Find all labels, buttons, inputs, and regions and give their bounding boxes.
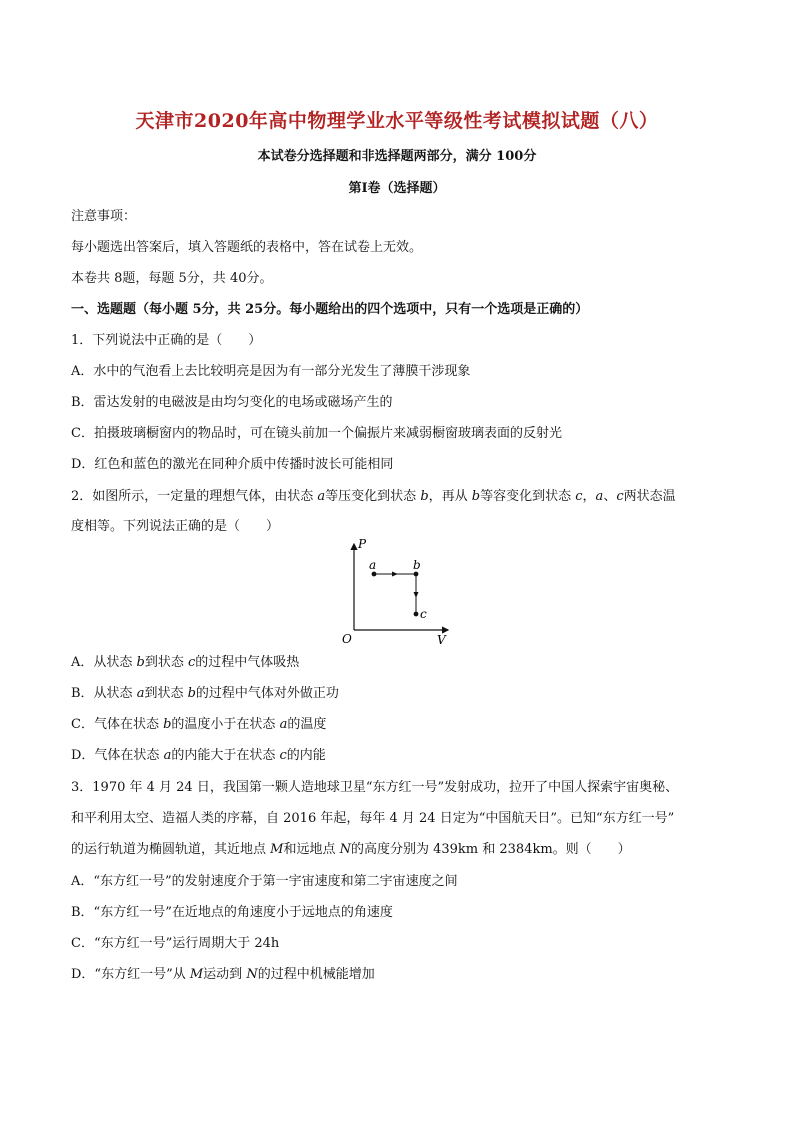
part-1-heading: 一、选题题（每小题 5分，共 25分。每小题给出的四个选项中，只有一个选项是正确的） [71, 302, 589, 317]
point-b [414, 572, 419, 577]
q2-a-text: A．从状态 [71, 655, 137, 670]
q2-stem-text: ，再从 [428, 489, 472, 504]
q1-option-d: D．红色和蓝色的激光在同种介质中传播时波长可能相同 [71, 457, 394, 472]
q2-d-text: 的内能 [286, 748, 326, 763]
q2-option-b [71, 684, 731, 704]
q2-var-c: c [575, 489, 583, 504]
q2-var-b: b [471, 489, 481, 504]
q2-option-a [71, 653, 731, 673]
q3-stem-line-1: 3．1970 年 4 月 24 日，我国第一颗人造地球卫星“东方红一号”发射成功，拉开了中国人探索宇宙奥秘、 [71, 780, 679, 795]
q2-option-c [71, 715, 731, 735]
q2-stem-text: ， [582, 489, 596, 504]
q2-a-text: 的过程中气体吸热 [195, 655, 300, 670]
q3-option-b: B．“东方红一号”在近地点的角速度小于远地点的角速度 [71, 905, 393, 920]
q2-b-var: b [187, 686, 196, 701]
q2-a-text: 到状态 [144, 655, 188, 670]
point-a [372, 572, 377, 577]
point-c-label: c [420, 607, 427, 621]
q3-d-text: 运动到 [203, 967, 247, 982]
axis-p-label: P [358, 538, 367, 551]
q2-stem-text: 等压变化到状态 [325, 489, 421, 504]
q2-var-b: b [420, 489, 429, 504]
q3-stem-line-3 [71, 840, 731, 860]
axis-v-label: V [437, 633, 446, 647]
q2-c-var: b [163, 717, 172, 732]
q3-stem-text: 的高度分别为 439km 和 2384km。则（ ） [350, 842, 631, 857]
q2-var-a: a [317, 489, 326, 504]
q2-b-text: 的过程中气体对外做正功 [195, 686, 339, 701]
q3-d-var-n: N [246, 967, 258, 982]
q2-d-var: a [163, 748, 172, 763]
q2-stem-line-2: 度相等。下列说法正确的是（ ） [71, 519, 280, 534]
q3-var-n: N [339, 842, 351, 857]
q2-stem-text: 、 [603, 489, 617, 504]
q2-a-var: b [136, 655, 145, 670]
q2-d-text: 的内能大于在状态 [171, 748, 280, 763]
origin-label: O [342, 632, 352, 646]
q3-d-text: 的过程中机械能增加 [257, 967, 375, 982]
q2-a-var: c [188, 655, 196, 670]
q1-stem: 1．下列说法中正确的是（ ） [71, 333, 262, 348]
q2-d-var: c [279, 748, 287, 763]
pv-diagram [330, 538, 460, 648]
q2-stem-line-1 [71, 487, 731, 507]
q2-stem-text: 等容变化到状态 [480, 489, 576, 504]
q2-option-d [71, 746, 731, 766]
exam-subtitle: 本试卷分选择题和非选择题两部分，满分 100分 [257, 149, 537, 164]
q1-option-a: A．水中的气泡看上去比较明亮是因为有一部分光发生了薄膜干涉现象 [71, 364, 471, 379]
q3-option-c: C．“东方红一号”运行周期大于 24h [71, 936, 280, 951]
q3-d-text: D．“东方红一号”从 [71, 967, 190, 982]
point-b-label: b [413, 558, 421, 572]
q2-var-c: c [616, 489, 624, 504]
notes-line-2: 本卷共 8题，每题 5分，共 40分。 [71, 271, 273, 286]
q2-b-text: B．从状态 [71, 686, 137, 701]
q3-var-m: M [270, 842, 284, 857]
q2-c-text: 的温度小于在状态 [171, 717, 280, 732]
q2-c-var: a [279, 717, 288, 732]
q2-stem-text: 两状态温 [623, 489, 676, 504]
q3-option-a: A．“东方红一号”的发射速度介于第一宇宙速度和第二宇宙速度之间 [71, 874, 458, 889]
point-a-label: a [369, 558, 377, 572]
q3-stem-text: 和远地点 [283, 842, 340, 857]
page-title: 天津市2020年高中物理学业水平等级性考试模拟试题（八） [135, 110, 659, 132]
notes-heading: 注意事项： [71, 209, 137, 224]
q2-c-text: C．气体在状态 [71, 717, 164, 732]
q3-stem-line-2: 和平利用太空、造福人类的序幕，自 2016 年起，每年 4 月 24 日定为“中国航天日”。已知“东方红一号” [71, 811, 675, 826]
q2-d-text: D．气体在状态 [71, 748, 164, 763]
q3-stem-text: 的运行轨道为椭圆轨道，其近地点 [71, 842, 271, 857]
q2-b-text: 到状态 [144, 686, 188, 701]
q2-var-a: a [595, 489, 604, 504]
q1-option-c: C．拍摄玻璃橱窗内的物品时，可在镜头前加一个偏振片来减弱橱窗玻璃表面的反射光 [71, 426, 562, 441]
q1-option-b: B．雷达发射的电磁波是由均匀变化的电场或磁场产生的 [71, 395, 393, 410]
section-heading: 第Ⅰ卷（选择题） [348, 181, 446, 196]
arrow-b-to-c [414, 592, 419, 598]
q2-c-text: 的温度 [287, 717, 327, 732]
q3-option-d [71, 965, 731, 985]
notes-line-1: 每小题选出答案后，填入答题纸的表格中，答在试卷上无效。 [71, 240, 423, 255]
q3-d-var-m: M [189, 967, 204, 982]
q2-b-var: a [136, 686, 145, 701]
q2-stem-text: 2．如图所示，一定量的理想气体，由状态 [71, 489, 318, 504]
point-c [414, 612, 419, 617]
